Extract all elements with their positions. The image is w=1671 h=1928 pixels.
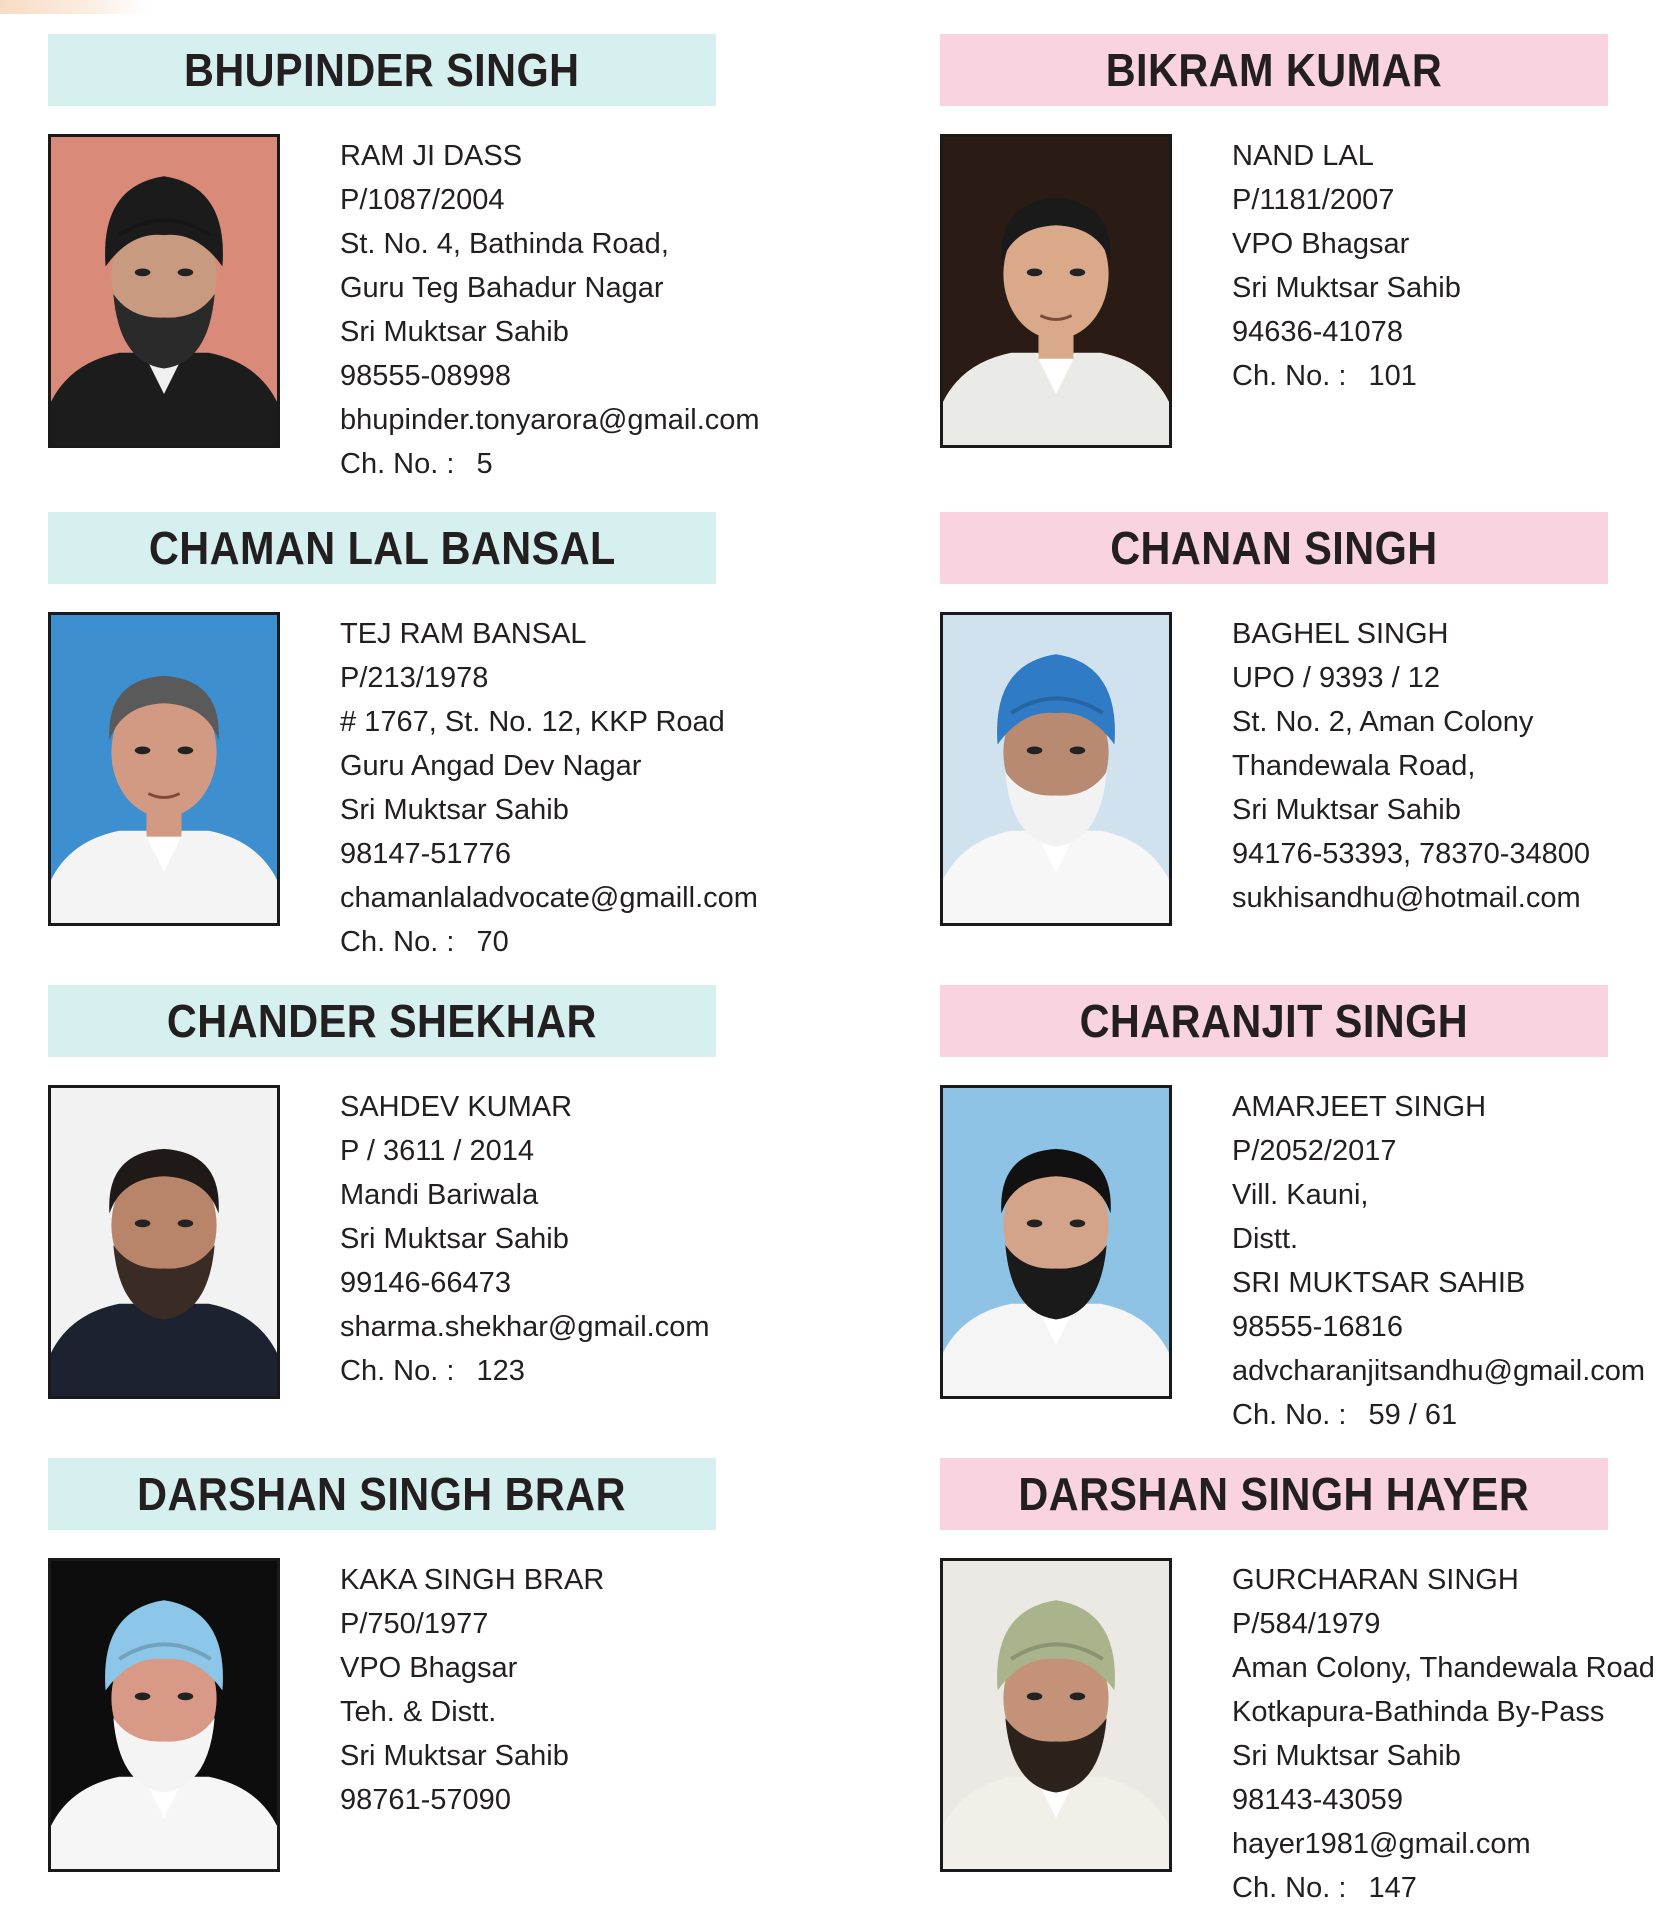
- member-name-bar: [940, 985, 1608, 1057]
- member-details: [340, 134, 840, 486]
- portrait-illustration: [943, 1561, 1169, 1869]
- portrait-illustration: [943, 137, 1169, 445]
- chamber-number-value: 70: [476, 926, 509, 958]
- decorative-corner: [0, 0, 150, 14]
- member-details: [340, 1558, 840, 1822]
- member-name: CHARANJIT SINGH: [1079, 995, 1469, 1047]
- detail-line: St. No. 4, Bathinda Road,: [340, 228, 669, 260]
- detail-line: Sri Muktsar Sahib: [340, 1740, 569, 1772]
- detail-line: Guru Teg Bahadur Nagar: [340, 272, 664, 304]
- member-details: [340, 612, 840, 964]
- member-photo: [940, 1085, 1172, 1399]
- detail-line: 98555-08998: [340, 360, 511, 392]
- chamber-number-label: Ch. No. :: [1232, 1399, 1347, 1431]
- detail-line: RAM JI DASS: [340, 140, 523, 172]
- detail-line: # 1767, St. No. 12, KKP Road: [340, 706, 725, 738]
- detail-line: sukhisandhu@hotmail.com: [1232, 882, 1581, 914]
- chamber-number-value: 5: [476, 448, 493, 480]
- member-name: BIKRAM KUMAR: [1105, 44, 1443, 96]
- detail-line: UPO / 9393 / 12: [1232, 662, 1440, 694]
- detail-line: Sri Muktsar Sahib: [340, 794, 569, 826]
- detail-line: BAGHEL SINGH: [1232, 618, 1449, 650]
- member-details: [1232, 1085, 1671, 1437]
- member-photo: [48, 612, 280, 926]
- detail-line: P/1181/2007: [1232, 184, 1395, 216]
- detail-line: KAKA SINGH BRAR: [340, 1564, 605, 1596]
- chamber-number-row: [1232, 1866, 1671, 1910]
- member-name-bar: [48, 1458, 716, 1530]
- member-card: [940, 512, 1671, 982]
- detail-line: 94636-41078: [1232, 316, 1403, 348]
- portrait-illustration: [51, 1088, 277, 1396]
- detail-line: Sri Muktsar Sahib: [1232, 794, 1461, 826]
- member-name-bar: [940, 1458, 1608, 1530]
- detail-line: P / 3611 / 2014: [340, 1135, 535, 1167]
- chamber-number-row: [1232, 1393, 1671, 1437]
- member-card: [940, 34, 1671, 504]
- member-photo: [48, 1558, 280, 1872]
- chamber-number-value: 101: [1368, 360, 1417, 392]
- detail-line: P/213/1978: [340, 662, 489, 694]
- member-card: [48, 985, 828, 1455]
- chamber-number-label: Ch. No. :: [340, 1355, 455, 1387]
- detail-line: Sri Muktsar Sahib: [1232, 272, 1461, 304]
- chamber-number-label: Ch. No. :: [340, 926, 455, 958]
- detail-line: P/2052/2017: [1232, 1135, 1397, 1167]
- detail-line: sharma.shekhar@gmail.com: [340, 1311, 710, 1343]
- member-details: [340, 1085, 840, 1393]
- detail-line: SRI MUKTSAR SAHIB: [1232, 1267, 1526, 1299]
- detail-line: Sri Muktsar Sahib: [340, 316, 569, 348]
- detail-line: P/584/1979: [1232, 1608, 1381, 1640]
- portrait-illustration: [943, 615, 1169, 923]
- member-details: [1232, 612, 1671, 920]
- detail-line: Guru Angad Dev Nagar: [340, 750, 642, 782]
- member-card: [48, 512, 828, 982]
- chamber-number-label: Ch. No. :: [1232, 1872, 1347, 1904]
- detail-line: SAHDEV KUMAR: [340, 1091, 573, 1123]
- portrait-illustration: [51, 137, 277, 445]
- member-name: CHANAN SINGH: [1110, 522, 1438, 574]
- detail-line: Kotkapura-Bathinda By-Pass: [1232, 1696, 1605, 1728]
- portrait-illustration: [51, 615, 277, 923]
- detail-line: Vill. Kauni,: [1232, 1179, 1369, 1211]
- detail-line: Thandewala Road,: [1232, 750, 1476, 782]
- detail-line: Mandi Bariwala: [340, 1179, 539, 1211]
- detail-line: Aman Colony, Thandewala Road: [1232, 1652, 1655, 1684]
- detail-line: Teh. & Distt.: [340, 1696, 497, 1728]
- detail-line: P/1087/2004: [340, 184, 505, 216]
- detail-line: Sri Muktsar Sahib: [340, 1223, 569, 1255]
- chamber-number-row: [340, 1349, 840, 1393]
- member-name-bar: [48, 512, 716, 584]
- member-details: [1232, 134, 1671, 398]
- member-name-bar: [48, 985, 716, 1057]
- detail-line: 98143-43059: [1232, 1784, 1403, 1816]
- member-card: [940, 1458, 1671, 1928]
- member-name: BHUPINDER SINGH: [184, 44, 580, 96]
- detail-line: 98555-16816: [1232, 1311, 1403, 1343]
- detail-line: advcharanjitsandhu@gmail.com: [1232, 1355, 1646, 1387]
- chamber-number-row: [1232, 354, 1671, 398]
- portrait-illustration: [51, 1561, 277, 1869]
- member-name: DARSHAN SINGH BRAR: [137, 1468, 627, 1520]
- detail-line: hayer1981@gmail.com: [1232, 1828, 1531, 1860]
- member-name-bar: [940, 512, 1608, 584]
- portrait-illustration: [943, 1088, 1169, 1396]
- detail-line: TEJ RAM BANSAL: [340, 618, 587, 650]
- chamber-number-value: 147: [1368, 1872, 1417, 1904]
- member-name: DARSHAN SINGH HAYER: [1018, 1468, 1530, 1520]
- chamber-number-value: 123: [476, 1355, 525, 1387]
- detail-line: St. No. 2, Aman Colony: [1232, 706, 1534, 738]
- detail-line: VPO Bhagsar: [340, 1652, 518, 1684]
- detail-line: 94176-53393, 78370-34800: [1232, 838, 1590, 870]
- member-name: CHANDER SHEKHAR: [167, 995, 597, 1047]
- chamber-number-label: Ch. No. :: [1232, 360, 1347, 392]
- detail-line: P/750/1977: [340, 1608, 489, 1640]
- detail-line: 98761-57090: [340, 1784, 511, 1816]
- detail-line: bhupinder.tonyarora@gmail.com: [340, 404, 760, 436]
- detail-line: chamanlaladvocate@gmaill.com: [340, 882, 758, 914]
- member-details: [1232, 1558, 1671, 1910]
- member-photo: [940, 1558, 1172, 1872]
- member-photo: [48, 134, 280, 448]
- member-name: CHAMAN LAL BANSAL: [148, 522, 616, 574]
- member-photo: [940, 612, 1172, 926]
- detail-line: GURCHARAN SINGH: [1232, 1564, 1519, 1596]
- chamber-number-row: [340, 442, 840, 486]
- chamber-number-row: [340, 920, 840, 964]
- member-photo: [48, 1085, 280, 1399]
- member-photo: [940, 134, 1172, 448]
- detail-line: Sri Muktsar Sahib: [1232, 1740, 1461, 1772]
- detail-line: NAND LAL: [1232, 140, 1374, 172]
- member-card: [48, 34, 828, 504]
- chamber-number-label: Ch. No. :: [340, 448, 455, 480]
- detail-line: AMARJEET SINGH: [1232, 1091, 1487, 1123]
- member-card: [48, 1458, 828, 1928]
- member-card: [940, 985, 1671, 1455]
- detail-line: Distt.: [1232, 1223, 1299, 1255]
- detail-line: 99146-66473: [340, 1267, 511, 1299]
- member-name-bar: [48, 34, 716, 106]
- member-name-bar: [940, 34, 1608, 106]
- detail-line: VPO Bhagsar: [1232, 228, 1410, 260]
- chamber-number-value: 59 / 61: [1368, 1399, 1458, 1431]
- detail-line: 98147-51776: [340, 838, 511, 870]
